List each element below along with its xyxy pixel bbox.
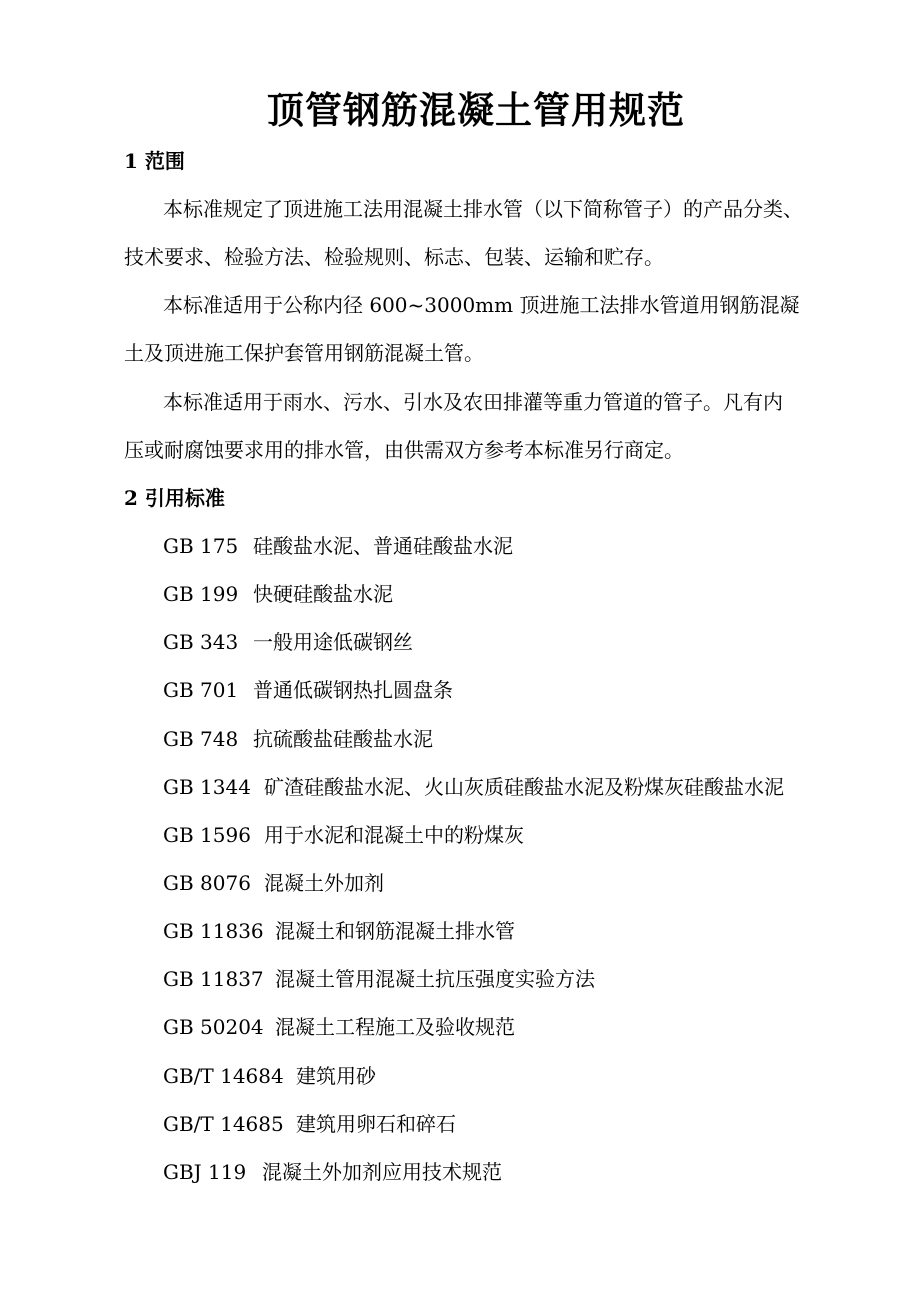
reference-item [163, 1158, 502, 1186]
reference-name: 用于水泥和混凝土中的粉煤灰 [264, 823, 524, 847]
reference-code: GB 748 [163, 727, 239, 751]
reference-name: 硅酸盐水泥、普通硅酸盐水泥 [253, 534, 513, 558]
reference-name: 混凝土管用混凝土抗压强度实验方法 [275, 967, 595, 991]
reference-item [163, 628, 413, 656]
reference-item [163, 869, 384, 897]
reference-item [163, 532, 513, 560]
reference-name: 混凝土外加剂 [264, 871, 384, 895]
reference-item [163, 965, 595, 993]
reference-item [163, 1110, 456, 1138]
scope-paragraph-3-line-2: 压或耐腐蚀要求用的排水管，由供需双方参考本标准另行商定。 [124, 438, 684, 462]
reference-item [163, 1062, 376, 1090]
reference-code: GB 1344 [163, 775, 251, 799]
reference-code: GB 175 [163, 534, 239, 558]
reference-name: 矿渣硅酸盐水泥、火山灰质硅酸盐水泥及粉煤灰硅酸盐水泥 [264, 775, 784, 799]
reference-code: GBJ 119 [163, 1160, 247, 1184]
reference-code: GB/T 14685 [163, 1112, 284, 1136]
reference-name: 混凝土工程施工及验收规范 [275, 1015, 515, 1039]
reference-item [163, 917, 515, 945]
reference-name: 抗硫酸盐硅酸盐水泥 [253, 727, 433, 751]
reference-code: GB 50204 [163, 1015, 264, 1039]
reference-item [163, 676, 453, 704]
reference-code: GB 11837 [163, 967, 264, 991]
reference-name: 建筑用卵石和碎石 [296, 1112, 456, 1136]
reference-code: GB 8076 [163, 871, 251, 895]
reference-code: GB 343 [163, 630, 239, 654]
document-title: 顶管钢筋混凝土管用规范 [267, 88, 685, 132]
scope-paragraph-1-line-1: 本标准规定了顶进施工法用混凝土排水管（以下简称管子）的产品分类、 [163, 197, 803, 221]
reference-name: 快硬硅酸盐水泥 [253, 582, 393, 606]
reference-item [163, 821, 524, 849]
reference-item [163, 1013, 515, 1041]
scope-paragraph-3-line-1: 本标准适用于雨水、污水、引水及农田排灌等重力管道的管子。凡有内 [163, 390, 783, 414]
reference-name: 一般用途低碳钢丝 [253, 630, 413, 654]
section-heading-scope: 1 范围 [124, 149, 185, 173]
reference-name: 混凝土和钢筋混凝土排水管 [275, 919, 515, 943]
reference-name: 建筑用砂 [296, 1064, 376, 1088]
reference-item [163, 773, 784, 801]
reference-name: 混凝土外加剂应用技术规范 [262, 1160, 502, 1184]
scope-paragraph-2-line-1: 本标准适用于公称内径 600~3000mm 顶进施工法排水管道用钢筋混凝 [163, 293, 800, 317]
reference-code: GB 11836 [163, 919, 264, 943]
reference-name: 普通低碳钢热扎圆盘条 [253, 678, 453, 702]
scope-paragraph-1-line-2: 技术要求、检验方法、检验规则、标志、包装、运输和贮存。 [124, 245, 664, 269]
reference-code: GB/T 14684 [163, 1064, 284, 1088]
reference-item [163, 725, 433, 753]
reference-item [163, 580, 393, 608]
scope-paragraph-2-line-2: 土及顶进施工保护套管用钢筋混凝土管。 [124, 341, 484, 365]
reference-code: GB 701 [163, 678, 239, 702]
section-heading-references: 2 引用标准 [124, 486, 225, 510]
reference-code: GB 199 [163, 582, 239, 606]
reference-code: GB 1596 [163, 823, 251, 847]
